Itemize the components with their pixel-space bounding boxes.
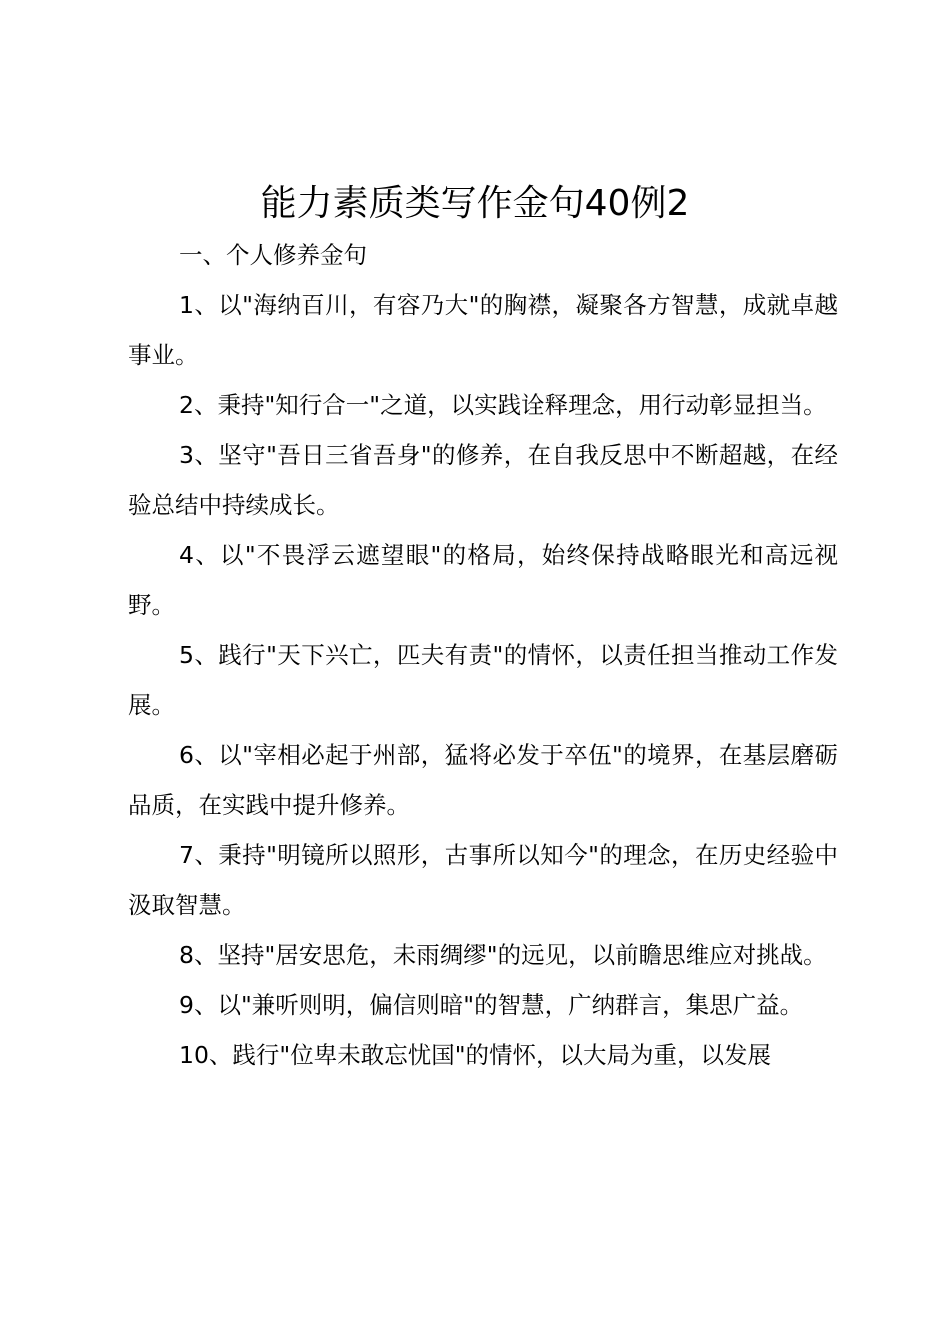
list-item: 3、坚守"吾日三省吾身"的修养，在自我反思中不断超越，在经验总结中持续成长。 — [128, 441, 838, 519]
document-body — [128, 230, 838, 1080]
document-title: 能力素质类写作金句40例2 — [260, 183, 690, 224]
list-item: 2、秉持"知行合一"之道，以实践诠释理念，用行动彰显担当。 — [179, 391, 827, 419]
section-heading: 一、个人修养金句 — [179, 241, 367, 269]
list-item: 1、以"海纳百川，有容乃大"的胸襟，凝聚各方智慧，成就卓越事业。 — [128, 291, 838, 369]
list-item: 8、坚持"居安思危，未雨绸缪"的远见，以前瞻思维应对挑战。 — [179, 941, 827, 969]
list-item: 10、践行"位卑未敢忘忧国"的情怀，以大局为重，以发展 — [179, 1041, 772, 1069]
list-item: 7、秉持"明镜所以照形，古事所以知今"的理念，在历史经验中汲取智慧。 — [128, 841, 838, 919]
list-item: 4、以"不畏浮云遮望眼"的格局，始终保持战略眼光和高远视野。 — [128, 541, 838, 619]
list-item: 5、践行"天下兴亡，匹夫有责"的情怀，以责任担当推动工作发展。 — [128, 641, 838, 719]
list-item: 6、以"宰相必起于州部，猛将必发于卒伍"的境界，在基层磨砺品质，在实践中提升修养。 — [128, 741, 838, 819]
list-item: 9、以"兼听则明，偏信则暗"的智慧，广纳群言，集思广益。 — [179, 991, 804, 1019]
